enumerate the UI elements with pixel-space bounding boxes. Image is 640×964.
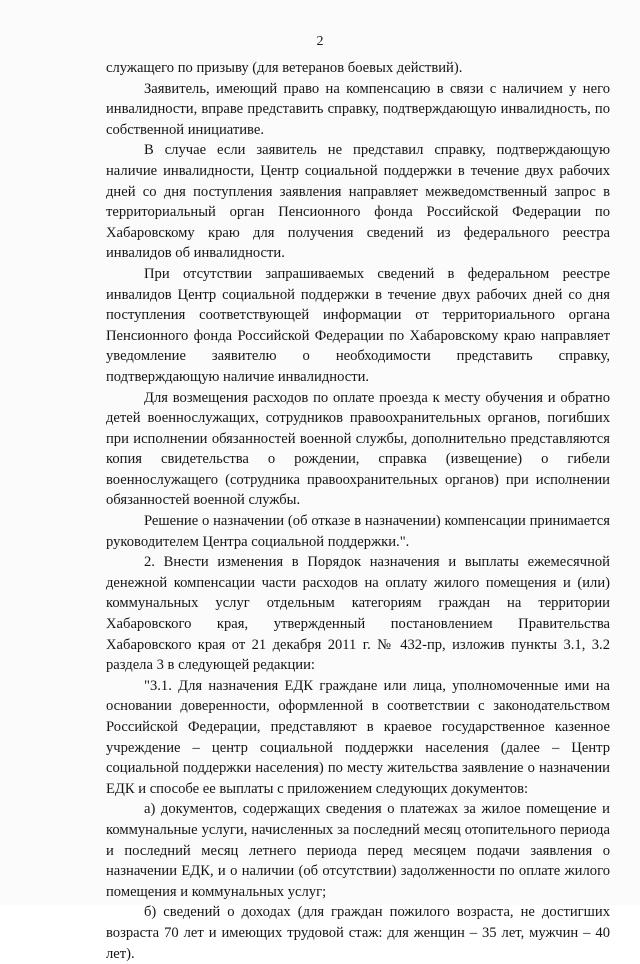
paragraph: Заявитель, имеющий право на компенсацию в связи с наличием у него инвалидности, вправе представить справку, подтверждающую инвалидность, по собственной инициативе. — [106, 80, 610, 138]
paragraph: а) документов, содержащих сведения о платежах за жилое помещение и коммунальные услуги, начисленных за последний месяц отопительного периода и последний месяц летнего периода перед месяцем подачи заявления о назначении ЕДК, и о наличии (об отсутствии) задолженности по оплате жилого помещения и коммунальных услуг; — [106, 801, 610, 900]
document-body — [106, 58, 610, 964]
paragraph: "3.1. Для назначения ЕДК граждане или лица, уполномоченные ими на основании доверенности, оформленной в соответствии с законодательством Российской Федерации, представляют в краевое государственное казенное учреждение – центр социальной поддержки населения (далее – Центр социальной поддержки населения) по месту жительства заявление о назначении ЕДК и способе ее выплаты с приложением следующих документов: — [106, 677, 610, 797]
paragraph: Для возмещения расходов по оплате проезда к месту обучения и обратно детей военнослужащих, сотрудников правоохранительных органов, погибших при исполнении обязанностей военной службы, дополнительно представляются копия свидетельства о рождении, справка (извещение) о гибели военнослужащего (сотрудника правоохранительных органов) при исполнении обязанностей военной службы. — [106, 389, 610, 509]
paragraph: Решение о назначении (об отказе в назначении) компенсации принимается руководителем Центра социальной поддержки.". — [106, 513, 610, 550]
paragraph: служащего по призыву (для ветеранов боевых действий). — [106, 60, 463, 76]
paragraph: 2. Внести изменения в Порядок назначения и выплаты ежемесячной денежной компенсации части расходов на оплату жилого помещения и (или) коммунальных услуг отдельным категориям граждан на территории Хабаровского края, утвержденный постановлением Правительства Хабаровского края от 21 декабря 2011 г. № 432-пр, изложив пункты 3.1, 3.2 раздела 3 в следующей редакции: — [106, 554, 610, 674]
paragraph: б) сведений о доходах (для граждан пожилого возраста, не достигших возраста 70 лет и имеющих трудовой стаж: для женщин – 35 лет, мужчин – 40 лет). — [106, 904, 610, 962]
paragraph: При отсутствии запрашиваемых сведений в федеральном реестре инвалидов Центр социальной поддержки в течение двух рабочих дней со дня поступления соответствующей информации от территориального органа Пенсионного фонда Российской Федерации по Хабаровскому краю направляет уведомление заявителю о необходимости представить справку, подтверждающую наличие инвалидности. — [106, 265, 610, 385]
paragraph: В случае если заявитель не представил справку, подтверждающую наличие инвалидности, Центр социальной поддержки в течение двух рабочих дней со дня поступления заявления направляет межведомственный запрос в территориальный орган Пенсионного фонда Российской Федерации по Хабаровскому краю для получения сведений из федерального реестра инвалидов об инвалидности. — [106, 142, 610, 262]
page-number: 2 — [316, 34, 324, 49]
